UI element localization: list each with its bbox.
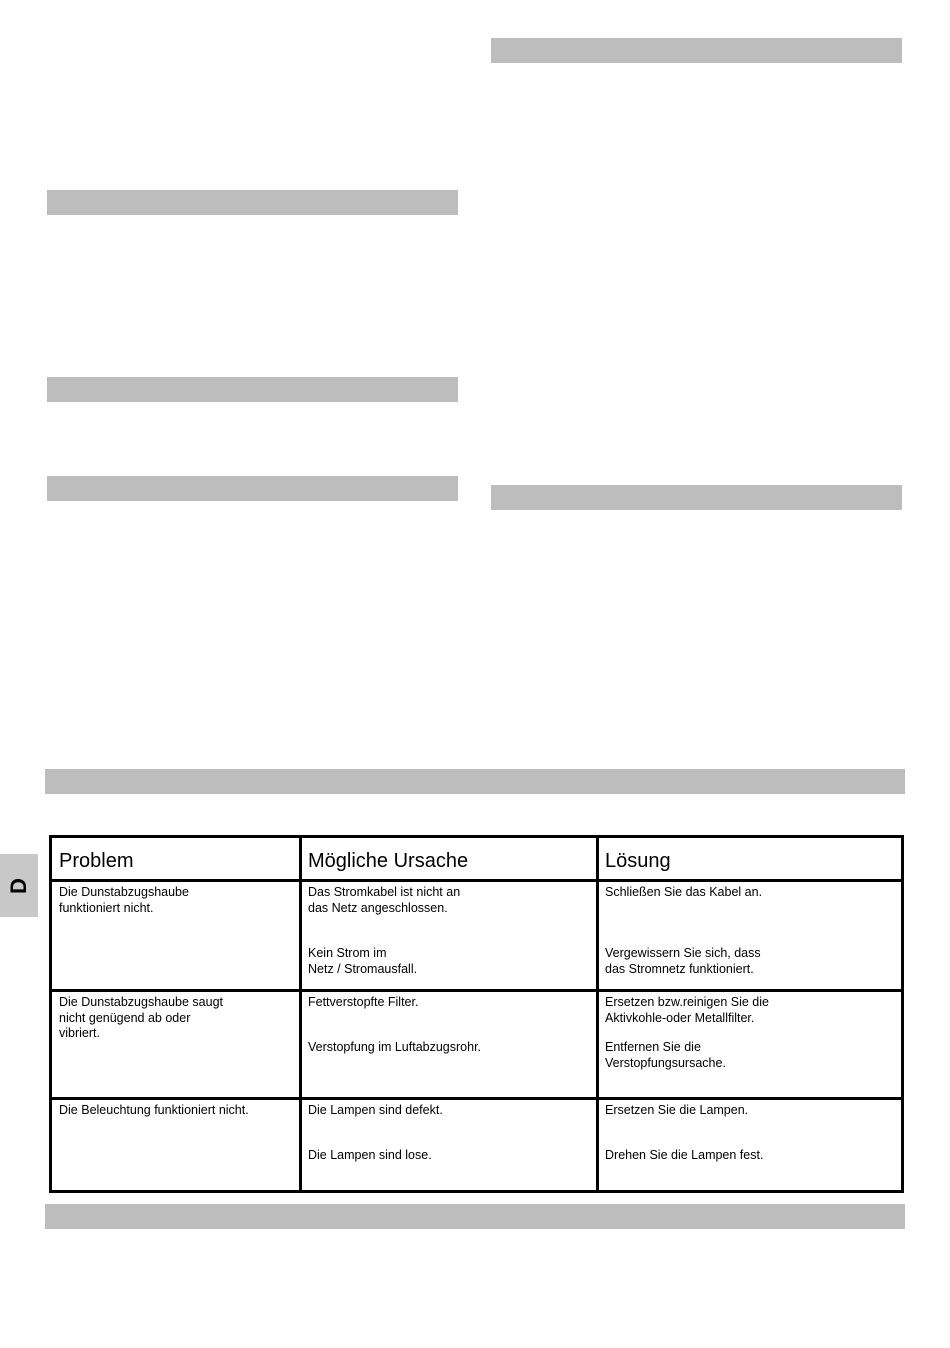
row2-solution-2: Entfernen Sie die Verstopfungsursache. [605, 1040, 726, 1070]
section-header-bar [45, 769, 905, 794]
row3-solution-1: Ersetzen Sie die Lampen. [605, 1103, 749, 1117]
section-header-bar [47, 476, 458, 501]
section-header-bar [491, 38, 902, 63]
row2-cause-2: Verstopfung im Luftabzugsrohr. [308, 1040, 482, 1054]
row-divider [52, 879, 901, 882]
section-header-bar [491, 485, 902, 510]
row3-solution-2: Drehen Sie die Lampen fest. [605, 1148, 764, 1162]
section-header-bar [47, 190, 458, 215]
header-problem: Problem [59, 850, 134, 872]
row2-solution-1: Ersetzen bzw.reinigen Sie die Aktivkohle-oder Metallfilter. [605, 995, 769, 1025]
row2-cause-1: Fettverstopfte Filter. [308, 995, 419, 1009]
section-header-bar [45, 1204, 905, 1229]
row-divider [52, 989, 901, 992]
row3-cause-1: Die Lampen sind defekt. [308, 1103, 443, 1117]
row1-solution-1: Schließen Sie das Kabel an. [605, 885, 763, 899]
language-tab-label: D [5, 877, 31, 894]
header-solution: Lösung [605, 850, 671, 872]
language-tab [0, 854, 38, 917]
column-divider [299, 838, 302, 1190]
row-divider [52, 1097, 901, 1100]
row3-cause-2: Die Lampen sind lose. [308, 1148, 432, 1162]
troubleshooting-table [49, 835, 904, 1193]
row3-problem: Die Beleuchtung funktioniert nicht. [59, 1103, 249, 1117]
row1-problem: Die Dunstabzugshaube funktioniert nicht. [59, 885, 189, 915]
row1-cause-2: Kein Strom im Netz / Stromausfall. [308, 946, 418, 976]
column-divider [596, 838, 599, 1190]
header-cause: Mögliche Ursache [308, 850, 469, 872]
row1-cause-1: Das Stromkabel ist nicht an das Netz angeschlossen. [308, 885, 461, 915]
section-header-bar [47, 377, 458, 402]
row1-solution-2: Vergewissern Sie sich, dass das Stromnetz funktioniert. [605, 946, 761, 976]
row2-problem: Die Dunstabzugshaube saugt nicht genügend ab oder vibriert. [59, 995, 224, 1040]
